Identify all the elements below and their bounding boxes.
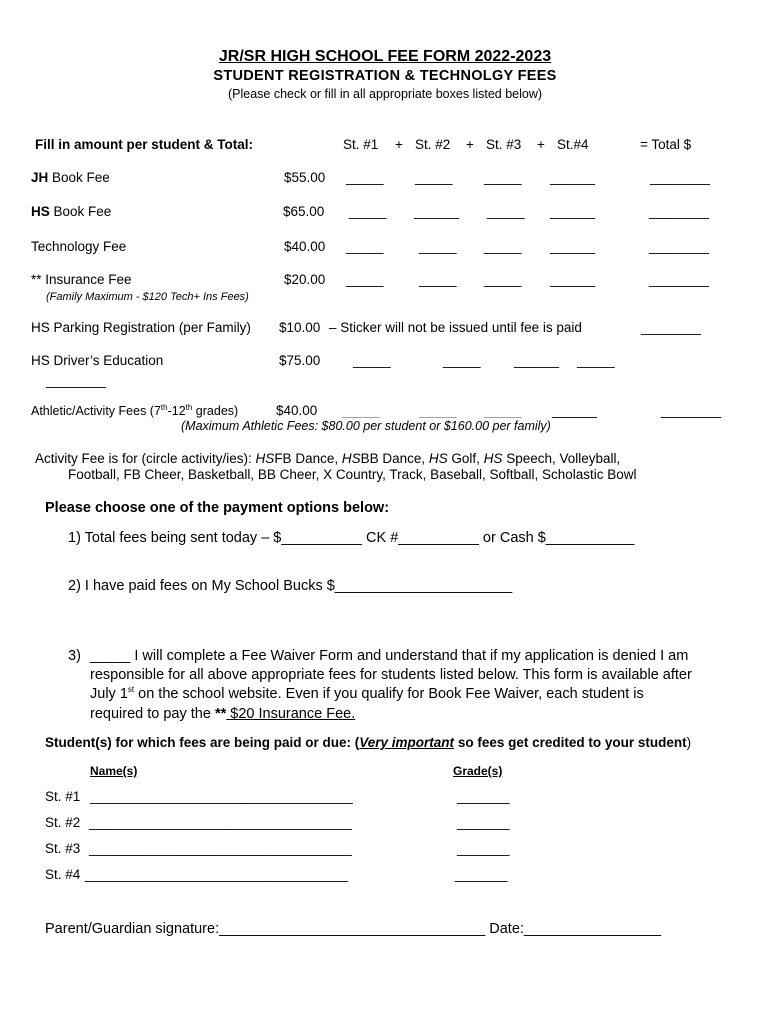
payment-option-3-line2: responsible for all above appropriate fees for students listed below. This form is available after <box>90 667 692 683</box>
col-st3: St. #3 <box>486 137 522 152</box>
parking-total-blank[interactable]: ________ <box>641 320 702 335</box>
fee-blank-st1[interactable]: _____ <box>346 170 384 185</box>
drivers-ed-label: HS Driver’s Education <box>31 353 164 368</box>
col-plus-3: + <box>537 137 545 152</box>
athletic-fee-amount: $40.00 <box>276 403 318 418</box>
payment-heading: Please choose one of the payment options below: <box>45 500 390 516</box>
student-grade-field[interactable]: _______ <box>457 841 510 856</box>
fee-blank-total[interactable]: ________ <box>649 239 710 254</box>
fee-blank-st2[interactable]: _____ <box>419 272 457 287</box>
student-grade-field[interactable]: _______ <box>457 815 510 830</box>
student-row-label: St. #4 <box>45 867 81 882</box>
student-row-label: St. #3 <box>45 841 81 856</box>
fee-blank-st4[interactable]: ______ <box>550 239 596 254</box>
parking-sticker-note: – Sticker will not be issued until fee is paid <box>329 320 582 335</box>
fee-blank-st2[interactable]: ______ <box>414 204 460 219</box>
drivers-blank-st1[interactable]: _____ <box>353 353 391 368</box>
fee-blank-st4[interactable]: ______ <box>550 170 596 185</box>
fee-blank-total[interactable]: ________ <box>649 272 710 287</box>
col-st2: St. #2 <box>415 137 451 152</box>
form-subtitle: STUDENT REGISTRATION & TECHNOLGY FEES <box>213 68 557 84</box>
student-grade-field[interactable]: _______ <box>455 867 508 882</box>
payment-option-3-line4: required to pay the ** $20 Insurance Fee. <box>90 706 356 722</box>
col-total: = Total $ <box>640 137 692 152</box>
fee-blank-st1[interactable]: _____ <box>349 204 387 219</box>
fee-blank-st4[interactable]: ______ <box>550 272 596 287</box>
fee-row-hs-book-label: HS Book Fee <box>31 204 112 219</box>
fee-row-insurance-amount: $20.00 <box>284 272 326 287</box>
fee-row-jh-book-label: JH Book Fee <box>31 170 110 185</box>
fee-blank-st4[interactable]: ______ <box>550 204 596 219</box>
fee-row-hs-book-amount: $65.00 <box>283 204 325 219</box>
fee-row-technology-amount: $40.00 <box>284 239 326 254</box>
fee-row-insurance-label: ** Insurance Fee <box>31 272 132 287</box>
athletic-blank-st3[interactable]: _____ <box>484 403 522 418</box>
athletic-max-note: (Maximum Athletic Fees: $80.00 per student or $160.00 per family) <box>181 419 551 433</box>
drivers-blank-total[interactable]: ________ <box>46 373 107 388</box>
fee-blank-st3[interactable]: _____ <box>487 204 525 219</box>
payment-option-3-line1[interactable]: _____ I will complete a Fee Waiver Form and understand that if my application is denied I am <box>90 648 689 664</box>
student-name-field[interactable]: ___________________________________ <box>90 789 353 804</box>
col-plus-2: + <box>466 137 474 152</box>
col-st4: St.#4 <box>557 137 589 152</box>
athletic-blank-total[interactable]: ________ <box>661 403 722 418</box>
student-row-label: St. #1 <box>45 789 81 804</box>
fee-blank-total[interactable]: ________ <box>650 170 711 185</box>
activity-list-line2: Football, FB Cheer, Basketball, BB Cheer, X Country, Track, Baseball, Softball, Scholastic Bowl <box>68 467 637 482</box>
students-col-name: Name(s) <box>90 764 138 778</box>
fee-blank-total[interactable]: ________ <box>649 204 710 219</box>
fee-blank-st1[interactable]: _____ <box>346 239 384 254</box>
athletic-blank-st4[interactable]: ______ <box>552 403 598 418</box>
drivers-blank-st4[interactable]: _____ <box>577 353 615 368</box>
athletic-fee-label: Athletic/Activity Fees (7th-12th grades) <box>31 402 239 418</box>
fee-blank-st2[interactable]: _____ <box>419 239 457 254</box>
payment-option-3-line3: July 1st on the school website. Even if you qualify for Book Fee Waiver, each student is <box>90 685 644 702</box>
fee-blank-st3[interactable]: _____ <box>484 239 522 254</box>
payment-option-2[interactable]: 2) I have paid fees on My School Bucks $______________________ <box>68 578 513 594</box>
drivers-blank-st2[interactable]: _____ <box>443 353 481 368</box>
fee-table-header-label: Fill in amount per student & Total: <box>35 137 253 152</box>
fee-blank-st2[interactable]: _____ <box>415 170 453 185</box>
student-row-label: St. #2 <box>45 815 81 830</box>
col-st1: St. #1 <box>343 137 379 152</box>
guardian-signature-line[interactable]: Parent/Guardian signature:_________________________________ Date:_________________ <box>45 921 662 937</box>
insurance-family-max-note: (Family Maximum - $120 Tech+ Ins Fees) <box>46 291 249 303</box>
athletic-blank-st1[interactable]: _____ <box>342 403 380 418</box>
parking-amount: $10.00 <box>279 320 321 335</box>
form-instruction: (Please check or fill in all appropriate boxes listed below) <box>227 87 543 101</box>
student-name-field[interactable]: ___________________________________ <box>85 867 348 882</box>
student-name-field[interactable]: ___________________________________ <box>89 815 352 830</box>
payment-option-3-number: 3) <box>68 648 81 664</box>
fee-row-technology-label: Technology Fee <box>31 239 127 254</box>
drivers-ed-amount: $75.00 <box>279 353 321 368</box>
student-grade-field[interactable]: _______ <box>457 789 510 804</box>
col-plus-1: + <box>395 137 403 152</box>
fee-blank-st3[interactable]: _____ <box>484 170 522 185</box>
activity-list-line1: Activity Fee is for (circle activity/ies): HSFB Dance, HSBB Dance, HS Golf, HS Speech, Volleyball, <box>35 451 621 466</box>
athletic-blank-st2[interactable]: _____ <box>419 403 457 418</box>
parking-label: HS Parking Registration (per Family) <box>31 320 251 335</box>
fee-blank-st1[interactable]: _____ <box>346 272 384 287</box>
drivers-blank-st3[interactable]: ______ <box>514 353 560 368</box>
fee-blank-st3[interactable]: _____ <box>484 272 522 287</box>
student-name-field[interactable]: ___________________________________ <box>89 841 352 856</box>
payment-option-1[interactable]: 1) Total fees being sent today – $__________ CK #__________ or Cash $___________ <box>68 530 635 546</box>
students-col-grade: Grade(s) <box>453 764 503 778</box>
fee-row-jh-book-amount: $55.00 <box>284 170 326 185</box>
students-heading: Student(s) for which fees are being paid or due: (Very important so fees get credited to your student) <box>45 735 692 750</box>
form-title: JR/SR HIGH SCHOOL FEE FORM 2022-2023 <box>218 48 552 65</box>
